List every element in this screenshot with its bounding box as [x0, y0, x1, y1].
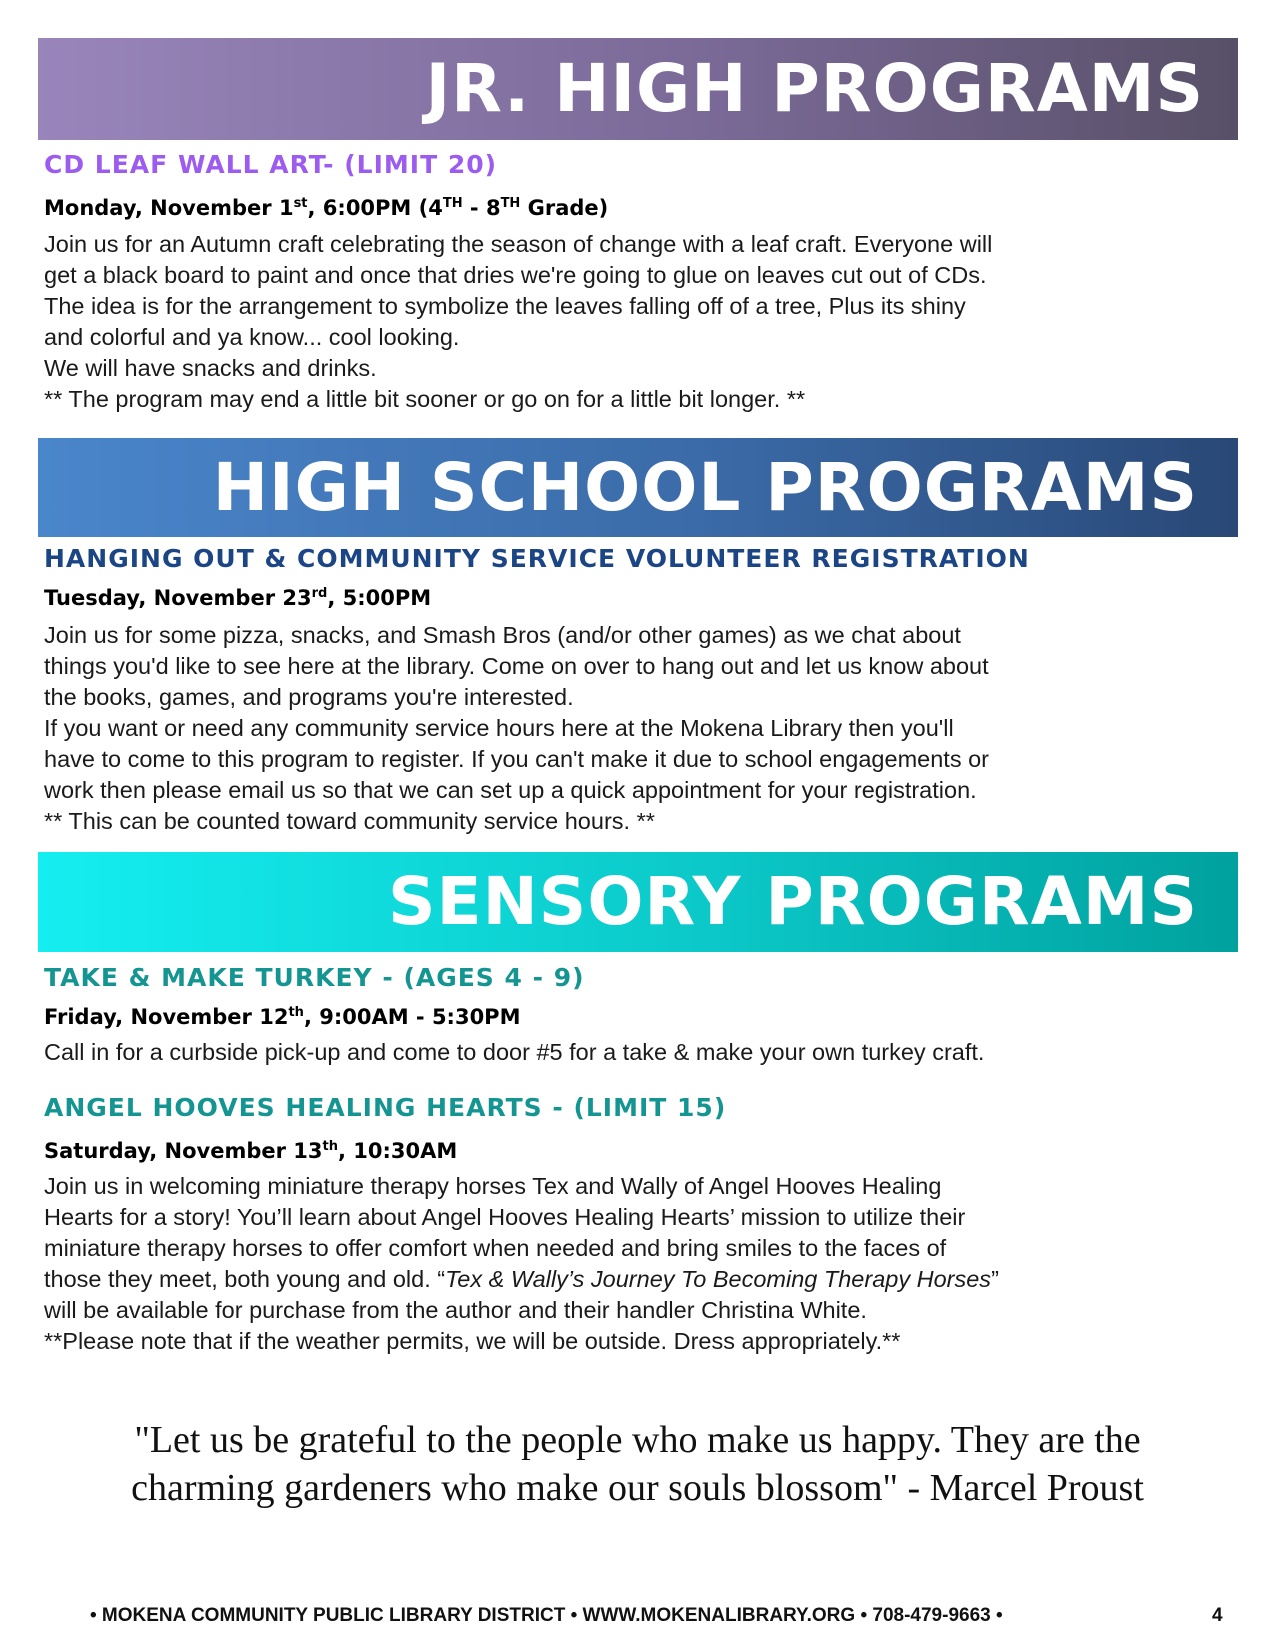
- angel-hooves-description: Join us in welcoming miniature therapy horses Tex and Wally of Angel Hooves Healing Hearts for a story! You’ll learn about Angel Hooves Healing Hearts’ mission to utilize their miniature therapy horses to offer comfort when needed and bring smiles to the faces of those they meet, both young and old. “Tex & Wally’s Journey To Becoming Therapy Horses” will be available for purchase from the author and their handler Christina White. **Please note that if the weather permits, we will be outside. Dress appropriately.**: [44, 1173, 999, 1354]
- sensory-programs-banner: SENSORY PROGRAMS: [38, 852, 1238, 952]
- hanging-out-title: HANGING OUT & COMMUNITY SERVICE VOLUNTEER REGISTRATION: [44, 544, 1030, 573]
- take-make-turkey-title: TAKE & MAKE TURKEY - (AGES 4 - 9): [44, 963, 585, 992]
- high-school-programs-banner: HIGH SCHOOL PROGRAMS: [38, 438, 1238, 537]
- hanging-out-description: Join us for some pizza, snacks, and Smash Bros (and/or other games) as we chat about things you'd like to see here at the library. Come on over to hang out and let us know about the books, games, and programs you're interested. If you want or need any community service hours here at the Mokena Library then you'll have to come to this program to register. If you can't make it due to school engagements or work then please email us so that we can set up a quick appointment for your registration. ** This can be counted toward community service hours. **: [44, 622, 989, 834]
- take-make-turkey-description: Call in for a curbside pick-up and come to door #5 for a take & make your own turkey craft.: [44, 1039, 985, 1065]
- hanging-out-date: Tuesday, November 23rd, 5:00PM: [44, 586, 432, 610]
- angel-hooves-title: ANGEL HOOVES HEALING HEARTS - (LIMIT 15): [44, 1093, 727, 1122]
- library-footer: • MOKENA COMMUNITY PUBLIC LIBRARY DISTRICT • WWW.MOKENALIBRARY.ORG • 708-479-9663 •: [90, 1605, 1003, 1626]
- book-title: Tex & Wally’s Journey To Becoming Therapy Horses: [445, 1266, 992, 1292]
- page-number: 4: [1212, 1605, 1223, 1626]
- jr-high-programs-banner: JR. HIGH PROGRAMS: [38, 38, 1238, 140]
- proust-quote: "Let us be grateful to the people who make us happy. They are the charming gardeners who make our souls blossom" - Marcel Proust: [131, 1419, 1144, 1509]
- cd-leaf-wall-art-date: Monday, November 1st, 6:00PM (4TH - 8TH Grade): [44, 196, 609, 220]
- angel-hooves-date: Saturday, November 13th, 10:30AM: [44, 1139, 458, 1163]
- take-make-turkey-date: Friday, November 12th, 9:00AM - 5:30PM: [44, 1005, 521, 1029]
- cd-leaf-wall-art-description: Join us for an Autumn craft celebrating the season of change with a leaf craft. Everyone will get a black board to paint and once that dries we're going to glue on leaves cut out of CDs. The idea is for the arrangement to symbolize the leaves falling off of a tree, Plus its shiny and colorful and ya know... cool looking. We will have snacks and drinks. ** The program may end a little bit sooner or go on for a little bit longer. **: [44, 231, 993, 412]
- cd-leaf-wall-art-title: CD LEAF WALL ART- (LIMIT 20): [44, 150, 498, 179]
